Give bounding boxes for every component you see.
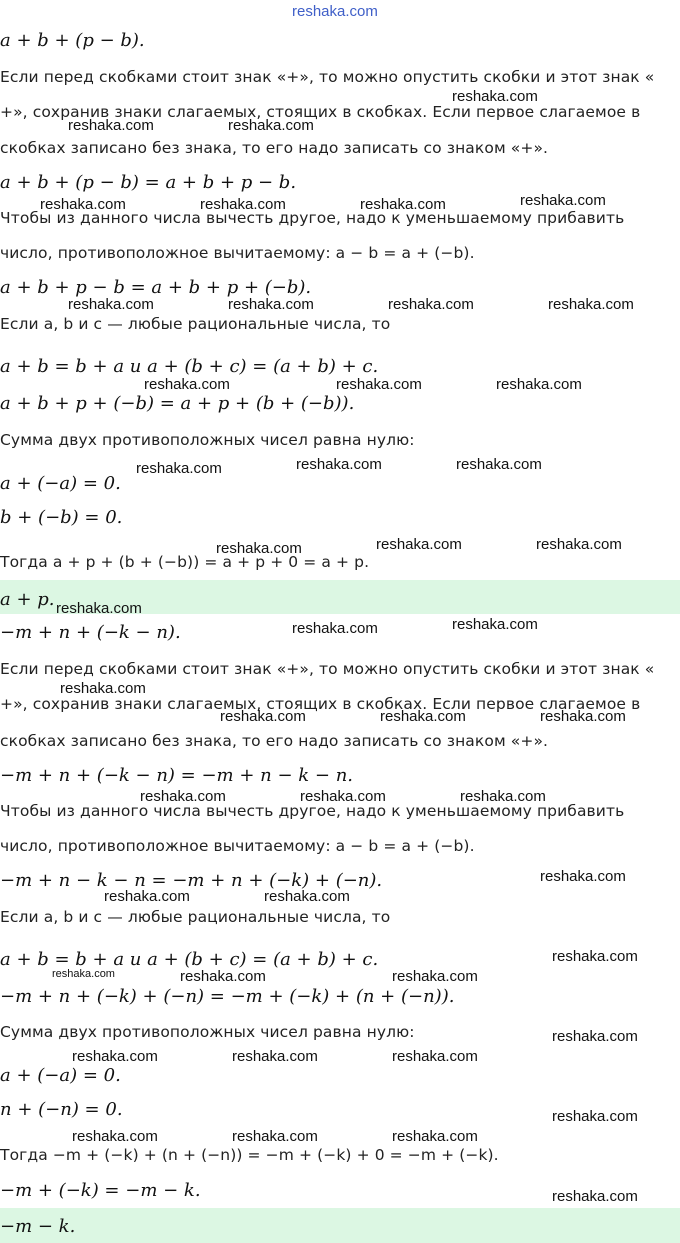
- text-line: Если перед скобками стоит знак «+», то можно опустить скобки и этот знак «: [0, 660, 655, 678]
- text-line: Тогда a + p + (b + (−b)) = a + p + 0 = a + p.: [0, 553, 370, 571]
- watermark: reshaka.com: [180, 968, 266, 985]
- text-line: число, противоположное вычитаемому: a − b = a + (−b).: [0, 244, 475, 262]
- watermark: reshaka.com: [104, 888, 190, 905]
- watermark: reshaka.com: [536, 536, 622, 553]
- watermark: reshaka.com: [380, 708, 466, 725]
- text-line: Если a, b и c — любые рациональные числа, то: [0, 315, 391, 333]
- answer-highlight-2: [0, 1208, 680, 1243]
- watermark: reshaka.com: [296, 456, 382, 473]
- expression-line: n + (−n) = 0.: [0, 1099, 123, 1120]
- watermark: reshaka.com: [360, 196, 446, 213]
- watermark: reshaka.com: [552, 1028, 638, 1045]
- watermark: reshaka.com: [496, 376, 582, 393]
- watermark: reshaka.com: [376, 536, 462, 553]
- watermark: reshaka.com: [460, 788, 546, 805]
- watermark: reshaka.com: [452, 88, 538, 105]
- watermark: reshaka.com: [220, 708, 306, 725]
- watermark: reshaka.com: [552, 1188, 638, 1205]
- expression-line: −m + n + (−k) + (−n) = −m + (−k) + (n + (−n)).: [0, 986, 455, 1007]
- text-line: Если a, b и c — любые рациональные числа, то: [0, 908, 391, 926]
- watermark: reshaka.com: [216, 540, 302, 557]
- watermark: reshaka.com: [60, 680, 146, 697]
- site-header-link[interactable]: reshaka.com: [292, 3, 378, 20]
- watermark: reshaka.com: [264, 888, 350, 905]
- text-line: Сумма двух противоположных чисел равна нулю:: [0, 1023, 415, 1041]
- text-line: число, противоположное вычитаемому: a − b = a + (−b).: [0, 837, 475, 855]
- expression-line: −m + (−k) = −m − k.: [0, 1180, 201, 1201]
- expression-line: a + b + p − b = a + b + p + (−b).: [0, 277, 312, 298]
- expression-line: a + b + (p − b) = a + b + p − b.: [0, 172, 297, 193]
- watermark: reshaka.com: [552, 1108, 638, 1125]
- watermark: reshaka.com: [228, 296, 314, 313]
- watermark: reshaka.com: [40, 196, 126, 213]
- expression-line: a + b + p + (−b) = a + p + (b + (−b)).: [0, 393, 355, 414]
- watermark: reshaka.com: [232, 1048, 318, 1065]
- watermark: reshaka.com: [520, 192, 606, 209]
- text-line: Если перед скобками стоит знак «+», то можно опустить скобки и этот знак «: [0, 68, 655, 86]
- watermark: reshaka.com: [68, 117, 154, 134]
- watermark: reshaka.com: [392, 1128, 478, 1145]
- expression-line: −m + n + (−k − n).: [0, 622, 181, 643]
- text-line: +», сохранив знаки слагаемых, стоящих в скобках. Если первое слагаемое в: [0, 695, 641, 713]
- watermark: reshaka.com: [136, 460, 222, 477]
- watermark: reshaka.com: [144, 376, 230, 393]
- expression-line: b + (−b) = 0.: [0, 507, 123, 528]
- expression-line: −m + n + (−k − n) = −m + n − k − n.: [0, 765, 354, 786]
- watermark: reshaka.com: [540, 708, 626, 725]
- text-line: +», сохранив знаки слагаемых, стоящих в скобках. Если первое слагаемое в: [0, 103, 641, 121]
- watermark: reshaka.com: [140, 788, 226, 805]
- watermark: reshaka.com: [200, 196, 286, 213]
- answer-line: a + p.: [0, 589, 55, 610]
- watermark: reshaka.com: [56, 600, 142, 617]
- watermark: reshaka.com: [452, 616, 538, 633]
- expression-line: a + b = b + a и a + (b + c) = (a + b) + c.: [0, 949, 379, 970]
- watermark: reshaka.com: [292, 620, 378, 637]
- watermark: reshaka.com: [72, 1128, 158, 1145]
- expression-line: a + (−a) = 0.: [0, 473, 121, 494]
- watermark: reshaka.com: [456, 456, 542, 473]
- watermark: reshaka.com: [552, 948, 638, 965]
- text-line: Чтобы из данного числа вычесть другое, надо к уменьшаемому прибавить: [0, 802, 625, 820]
- text-line: скобках записано без знака, то его надо записать со знаком «+».: [0, 732, 549, 750]
- expression-line: a + b + (p − b).: [0, 30, 145, 51]
- watermark: reshaka.com: [548, 296, 634, 313]
- watermark: reshaka.com: [392, 968, 478, 985]
- expression-line: a + b = b + a и a + (b + c) = (a + b) + c.: [0, 356, 379, 377]
- text-line: Тогда −m + (−k) + (n + (−n)) = −m + (−k) + 0 = −m + (−k).: [0, 1146, 499, 1164]
- watermark: reshaka.com: [228, 117, 314, 134]
- watermark: reshaka.com: [72, 1048, 158, 1065]
- expression-line: a + (−a) = 0.: [0, 1065, 121, 1086]
- watermark: reshaka.com: [68, 296, 154, 313]
- watermark: reshaka.com: [232, 1128, 318, 1145]
- answer-line: −m − k.: [0, 1216, 76, 1237]
- text-line: скобках записано без знака, то его надо записать со знаком «+».: [0, 139, 549, 157]
- text-line: Сумма двух противоположных чисел равна нулю:: [0, 431, 415, 449]
- expression-line: −m + n − k − n = −m + n + (−k) + (−n).: [0, 870, 383, 891]
- watermark: reshaka.com: [52, 968, 115, 980]
- watermark: reshaka.com: [540, 868, 626, 885]
- watermark: reshaka.com: [388, 296, 474, 313]
- text-line: Чтобы из данного числа вычесть другое, надо к уменьшаемому прибавить: [0, 209, 625, 227]
- watermark: reshaka.com: [336, 376, 422, 393]
- watermark: reshaka.com: [392, 1048, 478, 1065]
- watermark: reshaka.com: [300, 788, 386, 805]
